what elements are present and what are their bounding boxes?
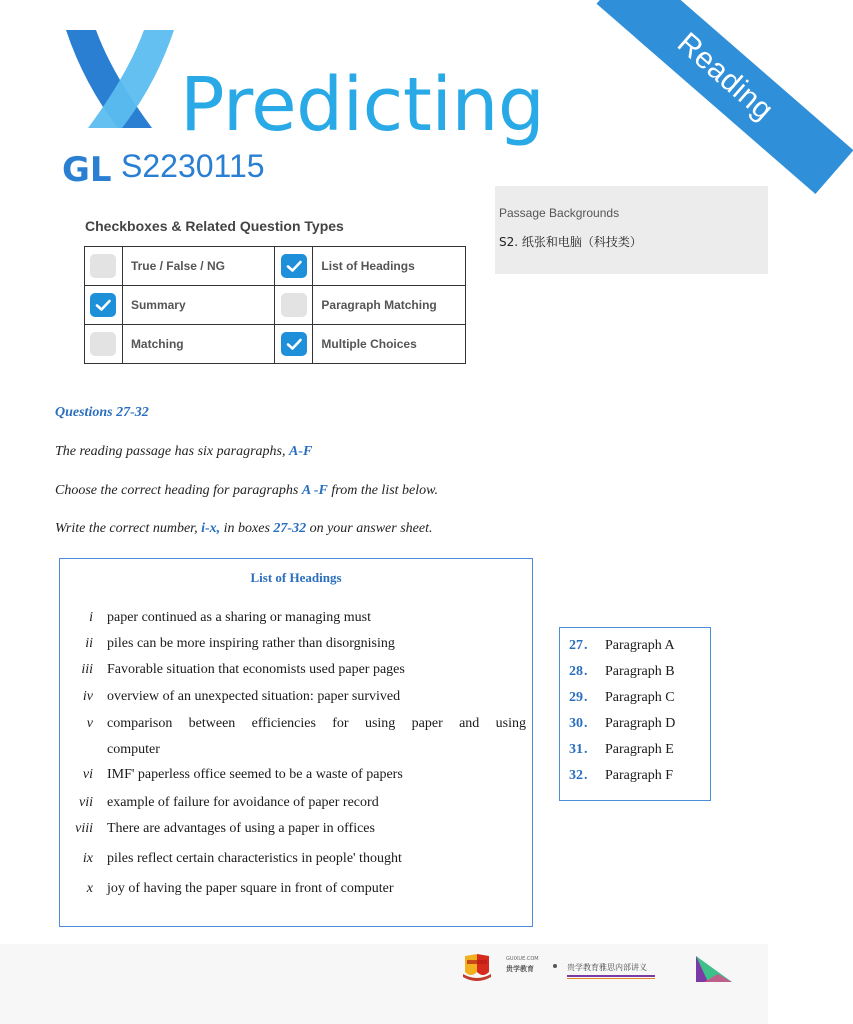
- passage-background-box: [495, 186, 768, 274]
- question-types-table: [84, 246, 466, 364]
- reading-ribbon: [558, 0, 780, 170]
- footer-logo-en: GUIXUE.COM: [506, 956, 539, 962]
- passage-background-title: Passage Backgrounds: [499, 206, 620, 220]
- checkmark-icon: [281, 332, 307, 356]
- school-crest-logo: [463, 952, 503, 982]
- instruction-line-2: Choose the correct heading for paragraphs A -F from the list below.: [55, 483, 438, 498]
- brand-title: Predicting: [180, 62, 545, 148]
- footer-band: [0, 944, 768, 1024]
- headings-list-title: List of Headings: [250, 570, 342, 585]
- question-types-title: Checkboxes & Related Question Types: [85, 218, 344, 234]
- footer-separator-dot: [553, 964, 557, 968]
- footer-slogan: 贵学教育雅思内部讲义: [567, 963, 647, 972]
- brand-prefix: GL: [62, 150, 112, 190]
- checkbox-list-of-headings[interactable]: [281, 254, 307, 278]
- checkbox-multiple-choices[interactable]: [281, 332, 307, 356]
- headings-list-box: List of Headings i paper continued as a sharing or managing must ii piles can be more inspiring rather than disorgnising iii Favorable situation that economists used paper pages iv overview of an unexpected situation: paper survived v comparison between efficiencies for using paper and using computer vi IMF' paperless office seemed to be a waste of papers vii example of failure for avoidance of paper record viii There are advantages of using a paper in offices ix piles reflect certain characteristics in people' thought x joy of having the paper square in front of computer: [59, 558, 533, 927]
- instruction-line-1: The reading passage has six paragraphs, A-F: [55, 444, 313, 459]
- ribbon-label: Reading: [671, 26, 780, 127]
- footer-underline-orange: [567, 978, 655, 979]
- checkbox-summary[interactable]: [90, 293, 116, 317]
- footer-logo-cn: 贵学教育: [506, 965, 534, 973]
- label-summary: Summary: [122, 286, 275, 325]
- checkbox-matching[interactable]: [90, 332, 116, 356]
- label-paragraph-matching: Paragraph Matching: [313, 286, 466, 325]
- answer-box: 27 . Paragraph A 28 . Paragraph B 29 . Paragraph C 30 . Paragraph D 31 . Paragraph E 32 . Paragraph F: [559, 627, 711, 801]
- checkbox-true-false-ng[interactable]: [90, 254, 116, 278]
- questions-title: Questions 27-32: [55, 405, 149, 420]
- brand-code: S2230115: [121, 148, 265, 184]
- label-multiple-choices: Multiple Choices: [313, 325, 466, 364]
- footer-underline-purple: [567, 975, 655, 977]
- corner-triangle-logo: [694, 954, 734, 984]
- label-true-false-ng: True / False / NG: [122, 247, 275, 286]
- instruction-line-3: Write the correct number, i-x, in boxes 27-32 on your answer sheet.: [55, 521, 433, 536]
- checkmark-icon: [281, 254, 307, 278]
- x-logo-mark: [60, 24, 180, 139]
- checkbox-paragraph-matching[interactable]: [281, 293, 307, 317]
- passage-background-value: S2. 纸张和电脑（科技类）: [499, 235, 642, 249]
- label-list-of-headings: List of Headings: [313, 247, 466, 286]
- label-matching: Matching: [122, 325, 275, 364]
- checkmark-icon: [90, 293, 116, 317]
